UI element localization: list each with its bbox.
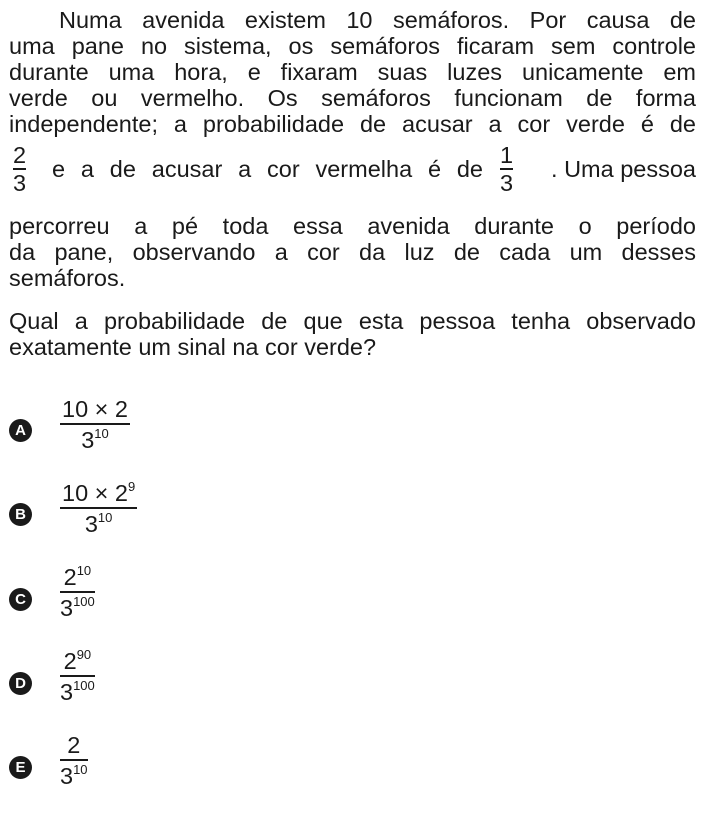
denominator-exponent: 10 bbox=[97, 509, 113, 525]
fraction-numerator: 1 bbox=[500, 142, 514, 168]
denominator: 3 bbox=[60, 762, 74, 789]
denominator-exponent: 100 bbox=[73, 677, 95, 693]
fraction-numerator: 2 bbox=[13, 142, 27, 168]
question-line-4: verde ou vermelho. Os semáforos funcionam de forma bbox=[9, 85, 696, 111]
numerator: 10 × 2 bbox=[62, 396, 128, 422]
question-line-8: semáforos. bbox=[9, 265, 126, 291]
denominator: 3 bbox=[60, 678, 74, 705]
option-fraction bbox=[60, 479, 137, 539]
option-letter-badge[interactable]: D bbox=[9, 672, 32, 695]
option-letter-badge[interactable]: A bbox=[9, 419, 32, 442]
option-letter-badge[interactable]: B bbox=[9, 503, 32, 526]
question-line-2: uma pane no sistema, os semáforos ficaram sem controle bbox=[9, 33, 696, 59]
question-line-6: percorreu a pé toda essa avenida durante o período bbox=[9, 213, 696, 239]
numerator: 10 × 2 bbox=[62, 480, 128, 506]
numerator-exponent: 90 bbox=[76, 647, 92, 662]
question-line-5: independente; a probabilidade de acusar a cor verde é de bbox=[9, 111, 696, 137]
question-line-7: da pane, observando a cor da luz de cada um desses bbox=[9, 239, 696, 265]
numerator: 2 bbox=[63, 648, 77, 674]
fraction-two-thirds bbox=[13, 142, 26, 196]
fraction-denominator: 3 bbox=[500, 169, 514, 196]
question-middle-text: e a de acusar a cor vermelha é de bbox=[52, 156, 483, 182]
option-letter-badge[interactable]: C bbox=[9, 588, 32, 611]
option-letter-badge[interactable]: E bbox=[9, 756, 32, 779]
denominator-exponent: 100 bbox=[73, 593, 95, 609]
denominator: 3 bbox=[84, 510, 98, 537]
option-fraction bbox=[60, 731, 88, 791]
numerator: 2 bbox=[67, 732, 81, 758]
denominator: 3 bbox=[60, 594, 74, 621]
option-fraction bbox=[60, 563, 95, 623]
question-line-1: Numa avenida existem 10 semáforos. Por causa de bbox=[59, 7, 696, 33]
numerator-exponent: 9 bbox=[128, 479, 136, 494]
numerator-exponent: 10 bbox=[76, 563, 92, 578]
option-fraction bbox=[60, 395, 130, 455]
denominator-exponent: 10 bbox=[73, 761, 88, 777]
fraction-denominator: 3 bbox=[13, 169, 27, 196]
question-end-text: . Uma pessoa bbox=[551, 156, 696, 182]
numerator: 2 bbox=[63, 564, 77, 590]
fraction-one-third bbox=[500, 142, 513, 196]
option-fraction bbox=[60, 647, 95, 707]
prompt-line-2: exatamente um sinal na cor verde? bbox=[9, 334, 377, 360]
prompt-line-1: Qual a probabilidade de que esta pessoa tenha observado bbox=[9, 308, 696, 334]
question-line-3: durante uma hora, e fixaram suas luzes unicamente em bbox=[9, 59, 696, 85]
denominator: 3 bbox=[81, 426, 95, 453]
denominator-exponent: 10 bbox=[94, 425, 109, 441]
